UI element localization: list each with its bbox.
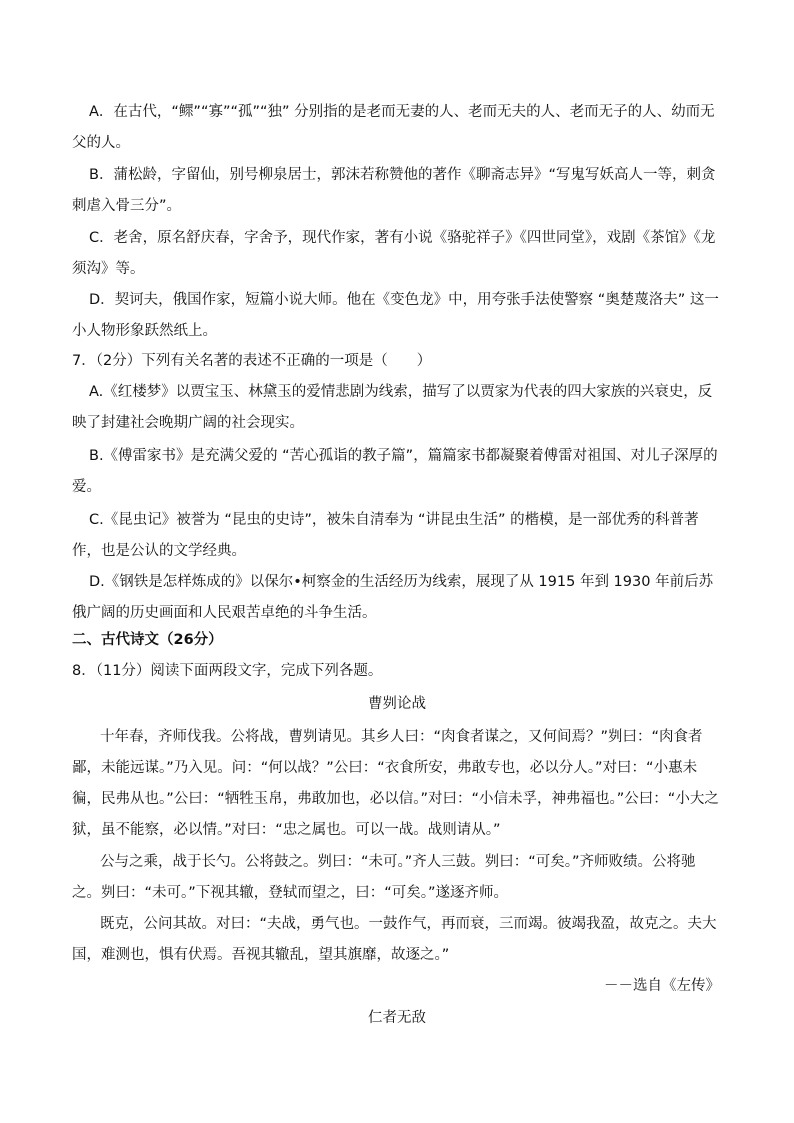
option-7b: B.《傅雷家书》是充满父爱的 “苦心孤诣的教子篇”，篇篇家书都凝聚着傅雷对祖国、对儿子深厚的爱。 [72, 448, 718, 495]
option-7d: D.《钢铁是怎样炼成的》以保尔•柯察金的生活经历为线索，展现了从 1915 年到 1930 年前后苏俄广阔的历史画面和人民艰苦卓绝的斗争生活。 [72, 574, 714, 621]
passage-paragraph-1: 十年春，齐师伐我。公将战，曹刿请见。其乡人曰：“肉食者谋之，又何间焉？”刿曰：“肉食者鄙，未能远谋。”乃入见。问：“何以战？”公曰：“衣食所安，弗敢专也，必以分人。”对曰：“小惠未徧，民弗从也。”公曰：“牺牲玉帛，弗敢加也，必以信。”对曰：“小信未孚，神弗福也。”公曰：“小大之狱，虽不能察，必以情。”对曰：“忠之属也。可以一战。战则请从。” [72, 729, 719, 838]
option-6b: B．蒲松龄，字留仙，别号柳泉居士，郭沫若称赞他的著作《聊斋志异》“写鬼写妖高人一等，刺贪刺虐入骨三分”。 [72, 167, 716, 214]
question-8-stem: 8．（11分）阅读下面两段文字，完成下列各题。 [72, 663, 383, 679]
option-6d: D．契诃夫，俄国作家，短篇小说大师。他在《变色龙》中，用夸张手法使警察 “奥楚蔑洛夫” 这一小人物形象跃然纸上。 [72, 292, 719, 339]
passage-paragraph-3: 既克，公问其故。对曰：“夫战，勇气也。一鼓作气，再而衰，三而竭。彼竭我盈，故克之。夫大国，难测也，惧有伏焉。吾视其辙乱，望其旗靡，故逐之。” [72, 916, 717, 963]
option-6c: C．老舍，原名舒庆春，字舍予，现代作家，著有小说《骆驼祥子》《四世同堂》，戏剧《茶馆》《龙须沟》等。 [72, 230, 716, 277]
passage-title-renzhe: 仁者无敌 [368, 1010, 426, 1026]
question-7-stem: 7．（2分）下列有关名著的表述不正确的一项是（ ） [72, 353, 432, 369]
option-7a: A.《红楼梦》以贾宝玉、林黛玉的爱情悲剧为线索，描写了以贾家为代表的四大家族的兴衰史，反映了封建社会晚期广阔的社会现实。 [72, 384, 713, 431]
passage-source: －－选自《左传》 [604, 978, 720, 994]
passage-title-caogui: 曹刿论战 [368, 696, 426, 712]
section-heading: 二、古代诗文（26分） [72, 632, 223, 648]
passage-paragraph-2: 公与之乘，战于长勺。公将鼓之。刿曰：“未可。”齐人三鼓。刿曰：“可矣。”齐师败绩。公将驰之。刿曰：“未可。”下视其辙，登轼而望之，曰：“可矣。”遂逐齐师。 [72, 854, 696, 901]
option-7c: C.《昆虫记》被誉为 “昆虫的史诗”，被朱自清奉为 “讲昆虫生活” 的楷模，是一部优秀的科普著作，也是公认的文学经典。 [72, 512, 699, 559]
option-6a: A．在古代，“鳏”“寡”“孤”“独” 分别指的是老而无妻的人、老而无夫的人、老而无子的人、幼而无父的人。 [72, 104, 715, 151]
